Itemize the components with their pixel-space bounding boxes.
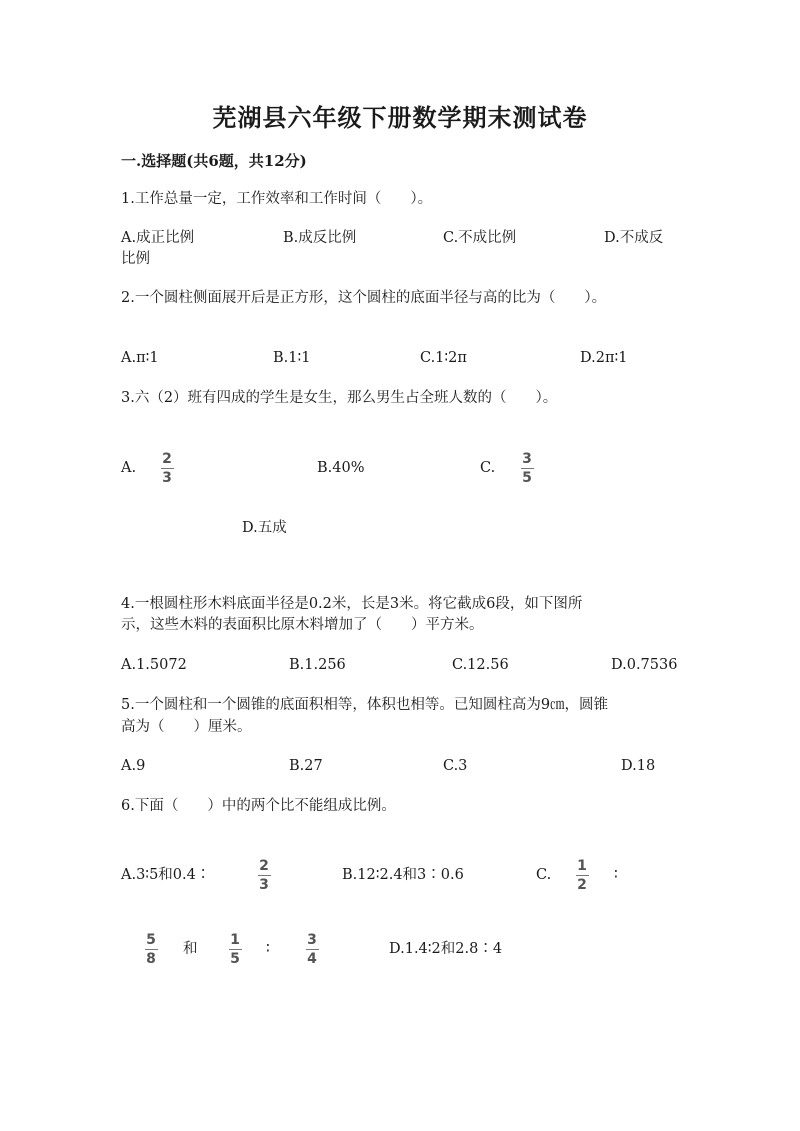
fraction-denominator: 4	[307, 951, 317, 967]
q6-option-c-label[interactable]: C.	[536, 867, 552, 883]
q2-option-c[interactable]: C.1∶2π	[420, 350, 467, 366]
q3-option-c-label[interactable]: C.	[480, 460, 496, 476]
q1-option-d[interactable]: D.不成反	[604, 230, 664, 246]
q6-option-c-fraction-4	[304, 932, 320, 967]
fraction-bar	[145, 949, 158, 950]
q6-option-a[interactable]: A.3∶5和0.4∶	[121, 867, 211, 883]
q3-option-a-label[interactable]: A.	[121, 460, 137, 476]
q5-option-c[interactable]: C.3	[443, 758, 468, 774]
q6-option-c-fraction-3	[227, 932, 243, 967]
q2-option-a[interactable]: A.π∶1	[121, 350, 159, 366]
q4-option-c[interactable]: C.12.56	[452, 657, 509, 673]
q3-stem: 3.六（2）班有四成的学生是女生，那么男生占全班人数的（ ）。	[121, 390, 558, 406]
q6-option-c-and: 和	[183, 941, 198, 957]
q2-option-b[interactable]: B.1∶1	[273, 350, 311, 366]
q3-option-c-fraction	[519, 451, 535, 486]
fraction-bar	[576, 875, 589, 876]
fraction-numerator: 2	[259, 858, 269, 874]
q3-option-b[interactable]: B.40%	[317, 460, 365, 476]
q4-option-b[interactable]: B.1.256	[289, 657, 346, 673]
q2-option-d[interactable]: D.2π∶1	[580, 350, 628, 366]
section-heading: 一.选择题(共6题，共12分)	[121, 152, 307, 170]
q4-option-d[interactable]: D.0.7536	[611, 657, 678, 673]
q5-stem-line2: 高为（ ）厘米。	[121, 719, 252, 735]
q5-option-b[interactable]: B.27	[289, 758, 323, 774]
fraction-numerator: 1	[577, 858, 587, 874]
fraction-denominator: 2	[577, 877, 587, 893]
q1-option-a[interactable]: A.成正比例	[121, 230, 195, 246]
q6-option-c-colon-1: ∶	[614, 867, 618, 883]
q4-stem-line1: 4.一根圆柱形木料底面半径是0.2米，长是3米。将它截成6段，如下图所	[121, 596, 583, 612]
q3-option-a-fraction	[159, 451, 175, 486]
fraction-numerator: 3	[307, 932, 317, 948]
fraction-denominator: 3	[162, 470, 172, 486]
q6-option-c-fraction-1	[574, 858, 590, 893]
q6-option-b[interactable]: B.12∶2.4和3∶0.6	[342, 867, 464, 883]
fraction-denominator: 5	[230, 951, 240, 967]
q5-stem-line1: 5.一个圆柱和一个圆锥的底面积相等，体积也相等。已知圆柱高为9㎝，圆锥	[121, 697, 609, 713]
q5-option-a[interactable]: A.9	[121, 758, 146, 774]
fraction-bar	[306, 949, 319, 950]
fraction-denominator: 3	[259, 877, 269, 893]
q1-option-c[interactable]: C.不成比例	[443, 230, 517, 246]
q6-option-d[interactable]: D.1.4∶2和2.8∶4	[389, 941, 503, 957]
q1-option-d-continued: 比例	[121, 251, 150, 267]
q4-option-a[interactable]: A.1.5072	[121, 657, 187, 673]
q2-stem: 2.一个圆柱侧面展开后是正方形，这个圆柱的底面半径与高的比为（ ）。	[121, 290, 607, 306]
fraction-numerator: 2	[162, 451, 172, 467]
q6-option-c-colon-2: ∶	[266, 941, 270, 957]
q6-stem: 6.下面（ ）中的两个比不能组成比例。	[121, 798, 396, 814]
fraction-bar	[258, 875, 271, 876]
q6-option-c-fraction-2	[143, 932, 159, 967]
q4-stem-line2: 示，这些木料的表面积比原木料增加了（ ）平方米。	[121, 617, 484, 633]
q5-option-d[interactable]: D.18	[621, 758, 656, 774]
fraction-denominator: 5	[522, 470, 532, 486]
page-title: 芜湖县六年级下册数学期末测试卷	[212, 103, 588, 132]
q1-stem: 1.工作总量一定，工作效率和工作时间（ ）。	[121, 191, 433, 207]
q1-option-b[interactable]: B.成反比例	[283, 230, 357, 246]
q3-option-d[interactable]: D.五成	[242, 520, 287, 536]
fraction-denominator: 8	[146, 951, 156, 967]
fraction-bar	[521, 468, 534, 469]
fraction-bar	[161, 468, 174, 469]
fraction-numerator: 3	[522, 451, 532, 467]
fraction-numerator: 5	[146, 932, 156, 948]
fraction-numerator: 1	[230, 932, 240, 948]
fraction-bar	[229, 949, 242, 950]
q6-option-a-fraction	[256, 858, 272, 893]
